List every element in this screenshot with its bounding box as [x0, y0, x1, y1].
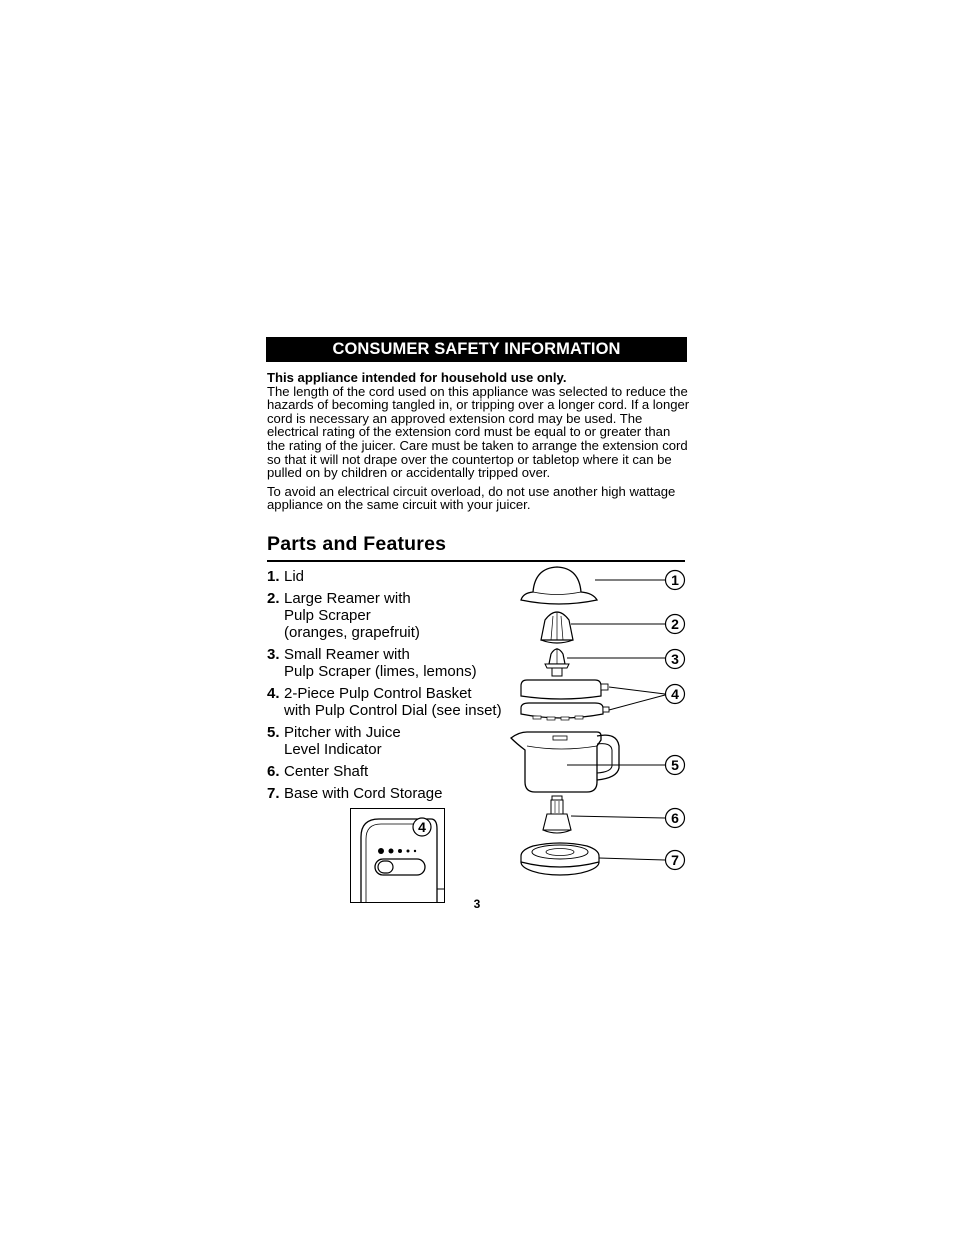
callout-5: 5: [671, 757, 679, 773]
pulp-dial-inset: [350, 808, 445, 903]
lid-illustration: [521, 567, 597, 604]
part-text: Small Reamer with Pulp Scraper (limes, lemons): [284, 646, 477, 680]
part-item-1: [267, 568, 527, 585]
part-number: 2.: [267, 590, 280, 607]
safety-banner: CONSUMER SAFETY INFORMATION: [266, 337, 687, 362]
callout-3: 3: [671, 651, 679, 667]
small-reamer-illustration: [545, 648, 569, 676]
part-number: 1.: [267, 568, 280, 585]
part-number: 3.: [267, 646, 280, 663]
callout-6: 6: [671, 810, 679, 826]
juicer-exploded-view: [505, 560, 690, 885]
callout-2: 2: [671, 616, 679, 632]
pulp-basket-illustration: [521, 680, 609, 720]
part-item-3: [267, 646, 527, 680]
part-text: Large Reamer with Pulp Scraper (oranges, grapefruit): [284, 590, 420, 641]
large-reamer-illustration: [541, 612, 573, 643]
safety-paragraph-2: To avoid an electrical circuit overload, do not use another high wattage appliance on the same circuit with your juicer.: [267, 483, 676, 513]
part-text: Base with Cord Storage: [284, 785, 443, 802]
part-number: 7.: [267, 785, 280, 802]
callout-4: 4: [671, 686, 679, 702]
base-illustration: [521, 843, 599, 875]
pulp-dial-illustration: [351, 809, 444, 902]
safety-section: [267, 371, 692, 512]
safety-lead: This appliance intended for household use only.: [267, 370, 567, 385]
part-item-2: [267, 590, 527, 641]
part-item-7: [267, 785, 527, 802]
part-text: Center Shaft: [284, 763, 369, 780]
part-item-4: [267, 685, 527, 719]
inset-callout-label: 4: [418, 819, 426, 835]
part-text: Lid: [284, 568, 305, 585]
part-number: 5.: [267, 724, 280, 741]
center-shaft-illustration: [543, 796, 571, 833]
callout-1: 1: [671, 572, 679, 588]
callout-7: 7: [671, 852, 679, 868]
safety-paragraph-1: The length of the cord used on this appliance was selected to reduce the hazards of becoming tangled in, or tripping over a longer cord. If a longer cord is necessary an approved extension cord may be used. The electrical rating of the extension cord must be equal to or greater than the rating of the juicer. Care must be taken to arrange the extension cord so that it will not drape over the countertop or tabletop where it can be pulled on by children or accidentally tripped over.: [267, 383, 690, 481]
parts-list: [267, 568, 527, 807]
part-number: 4.: [267, 685, 280, 702]
page-number: 3: [473, 897, 481, 911]
part-item-6: [267, 763, 527, 780]
part-text: 2-Piece Pulp Control Basket with Pulp Control Dial (see inset): [284, 685, 502, 719]
pitcher-illustration: [511, 732, 619, 792]
part-item-5: [267, 724, 527, 758]
part-number: 6.: [267, 763, 280, 780]
parts-title: Parts and Features: [267, 533, 447, 555]
part-text: Pitcher with Juice Level Indicator: [284, 724, 401, 758]
